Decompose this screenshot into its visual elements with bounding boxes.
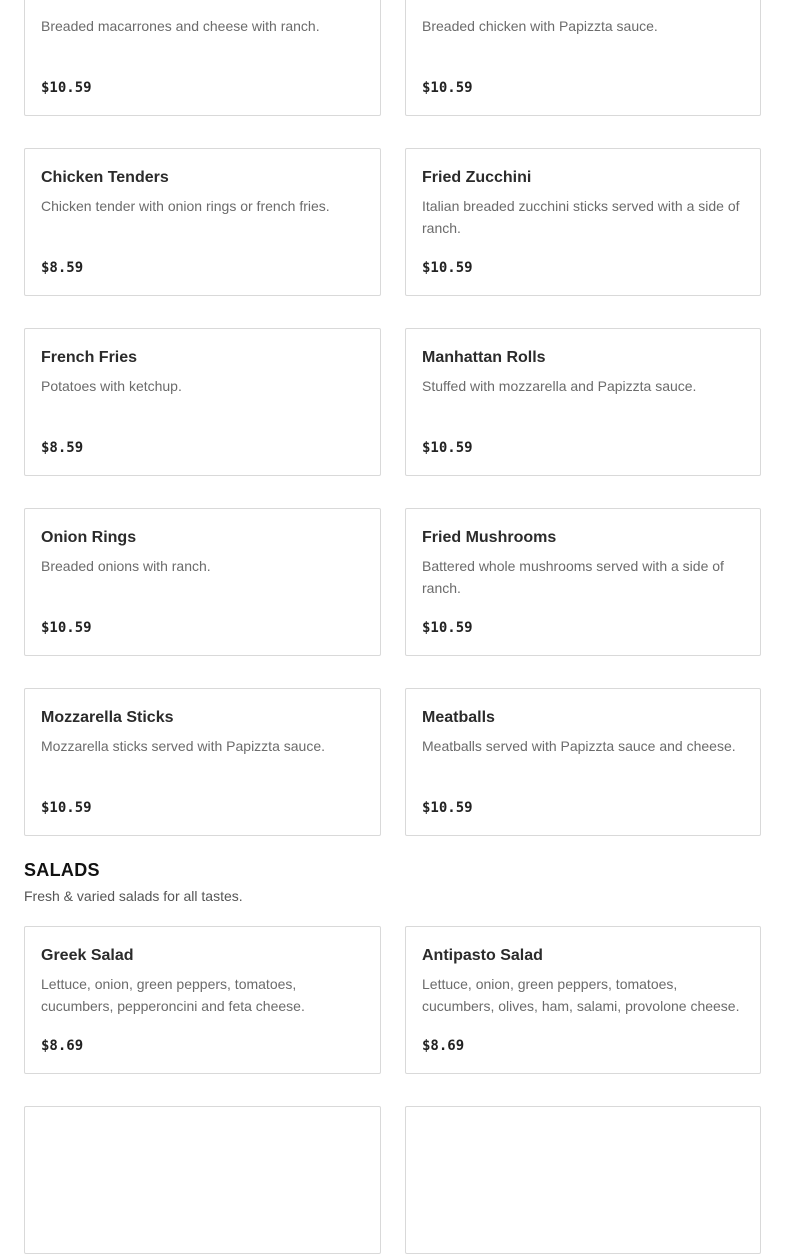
menu-item-price: $10.59 xyxy=(422,620,473,636)
section-title: SALADS xyxy=(24,860,100,880)
menu-item-price: $10.59 xyxy=(422,800,473,816)
menu-item-description: Breaded onions with ranch. xyxy=(41,558,211,574)
menu-item-description: Italian breaded zucchini sticks served with a side of ranch. xyxy=(422,198,740,236)
salads-section-header xyxy=(24,858,785,908)
menu-item-description: Lettuce, onion, green peppers, tomatoes, cucumbers, pepperoncini and feta cheese. xyxy=(41,976,305,1014)
menu-item-card[interactable] xyxy=(405,688,761,836)
menu-item-title: Chicken Tenders xyxy=(41,169,169,186)
menu-item-price: $10.59 xyxy=(41,620,92,636)
menu-item-card[interactable] xyxy=(405,0,761,116)
menu-item-description: Potatoes with ketchup. xyxy=(41,378,182,394)
menu-item-title: Manhattan Rolls xyxy=(422,349,546,366)
menu-item-title: Antipasto Salad xyxy=(422,947,543,964)
menu-item-price: $10.59 xyxy=(422,80,473,96)
menu-item-title: Fried Mushrooms xyxy=(422,529,557,546)
menu-item-description: Battered whole mushrooms served with a side of ranch. xyxy=(422,558,724,596)
menu-item-price: $10.59 xyxy=(422,440,473,456)
menu-item-card[interactable] xyxy=(24,1106,381,1254)
menu-item-card[interactable] xyxy=(405,926,761,1074)
menu-item-price: $8.69 xyxy=(422,1038,465,1054)
menu-item-title xyxy=(41,0,364,8)
menu-item-title xyxy=(422,1126,744,1146)
menu-item-description: Breaded chicken with Papizzta sauce. xyxy=(422,18,658,34)
menu-item-description: Meatballs served with Papizzta sauce and cheese. xyxy=(422,738,736,754)
menu-item-card[interactable] xyxy=(24,0,381,116)
menu-item-card[interactable] xyxy=(405,148,761,296)
menu-item-price: $8.59 xyxy=(41,440,84,456)
menu-item-description: Chicken tender with onion rings or french fries. xyxy=(41,198,330,214)
menu-item-card[interactable] xyxy=(24,148,381,296)
menu-item-price: $10.59 xyxy=(422,260,473,276)
menu-item-title: Fried Zucchini xyxy=(422,169,532,186)
menu-item-description: Stuffed with mozzarella and Papizzta sauce. xyxy=(422,378,697,394)
section-subtitle: Fresh & varied salads for all tastes. xyxy=(24,888,243,904)
menu-item-title: Greek Salad xyxy=(41,947,134,964)
menu-item-description: Breaded macarrones and cheese with ranch. xyxy=(41,18,320,34)
appetizers-grid xyxy=(24,0,761,836)
salads-grid xyxy=(24,926,761,1254)
menu-item-card[interactable] xyxy=(24,328,381,476)
menu-item-description: Lettuce, onion, green peppers, tomatoes, cucumbers, olives, ham, salami, provolone cheese. xyxy=(422,976,740,1014)
menu-item-title: Meatballs xyxy=(422,709,495,726)
menu-item-price: $10.59 xyxy=(41,800,92,816)
menu-item-card[interactable] xyxy=(24,688,381,836)
menu-item-card[interactable] xyxy=(405,1106,761,1254)
menu-item-price: $8.59 xyxy=(41,260,84,276)
menu-item-title: Mozzarella Sticks xyxy=(41,709,174,726)
menu-item-price: $8.69 xyxy=(41,1038,84,1054)
menu-item-card[interactable] xyxy=(24,508,381,656)
menu-item-title: Onion Rings xyxy=(41,529,137,546)
menu-item-title: French Fries xyxy=(41,349,138,366)
menu-item-price: $10.59 xyxy=(41,80,92,96)
menu-item-card[interactable] xyxy=(24,926,381,1074)
menu-item-card[interactable] xyxy=(405,508,761,656)
menu-item-description: Mozzarella sticks served with Papizzta sauce. xyxy=(41,738,325,754)
menu-item-title xyxy=(41,1126,364,1146)
menu-item-title xyxy=(422,0,744,8)
menu-item-card[interactable] xyxy=(405,328,761,476)
